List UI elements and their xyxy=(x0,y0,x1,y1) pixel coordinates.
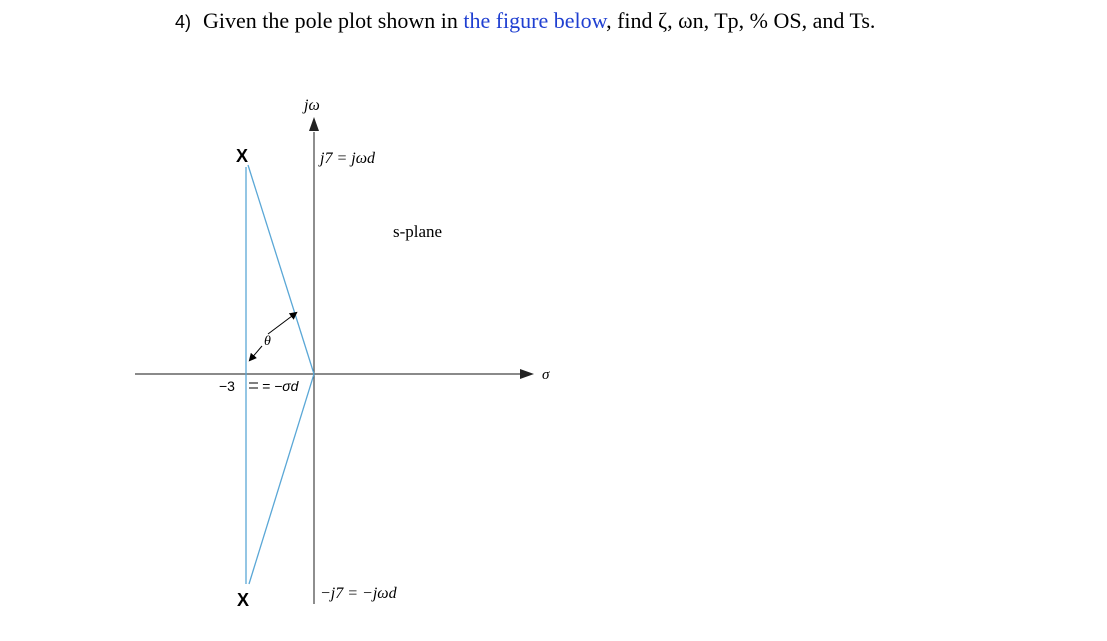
upper-pole-value-label: j7 = jωd xyxy=(320,150,375,167)
imaginary-axis-arrow xyxy=(309,117,319,131)
question-number: 4) xyxy=(175,12,192,32)
real-axis-arrow xyxy=(520,369,534,379)
imaginary-axis-label: jω xyxy=(304,97,320,114)
angle-arrow-down xyxy=(250,346,262,360)
real-axis-label: σ xyxy=(542,367,550,383)
angle-arrow-up xyxy=(268,313,296,334)
question-prefix: Given the pole plot shown in xyxy=(203,8,458,33)
upper-pole-marker: X xyxy=(236,146,249,166)
sigma-d-label: = −σd xyxy=(262,378,299,394)
lower-pole-value-label: −j7 = −jωd xyxy=(320,585,397,602)
real-part-label: −3 xyxy=(219,378,235,394)
lower-radial-line xyxy=(249,374,314,584)
lower-pole-marker: X xyxy=(237,590,250,610)
angle-theta-label: θ xyxy=(264,334,271,349)
figure-link[interactable]: the figure below xyxy=(463,8,607,33)
upper-radial-line xyxy=(248,165,314,374)
question-suffix: , find ζ, ωn, Tp, % OS, and Ts. xyxy=(606,8,876,33)
s-plane-label: s-plane xyxy=(393,222,443,241)
